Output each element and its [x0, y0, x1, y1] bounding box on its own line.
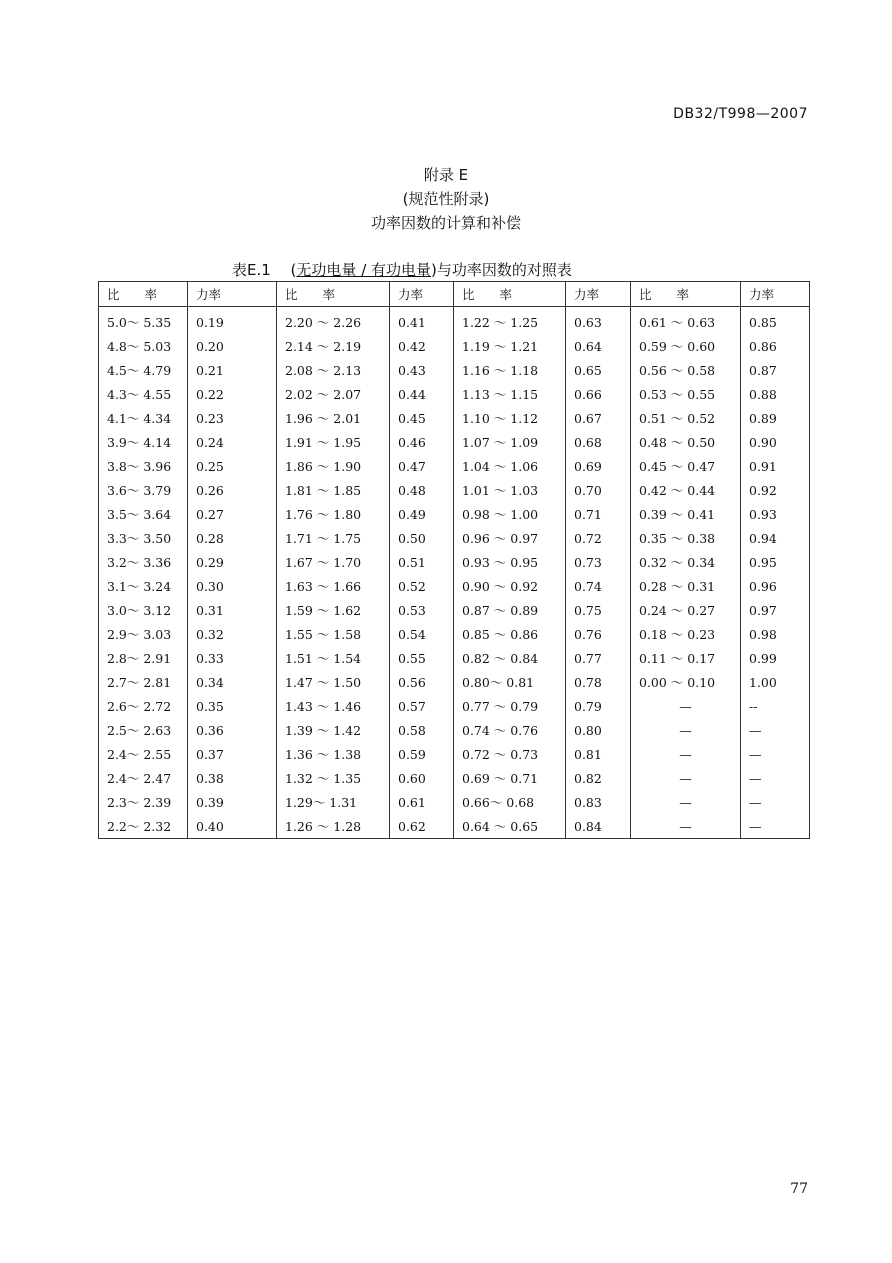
- power-factor-cell: 0.57: [390, 694, 454, 718]
- ratio-cell: 2.7～ 2.81: [99, 670, 188, 694]
- ratio-cell: 1.13 ～ 1.15: [454, 382, 566, 406]
- ratio-cell: 2.20 ～ 2.26: [277, 307, 390, 335]
- ratio-cell: 5.0～ 5.35: [99, 307, 188, 335]
- power-factor-cell: —: [741, 766, 810, 790]
- ratio-cell: 1.55 ～ 1.58: [277, 622, 390, 646]
- power-factor-cell: 0.87: [741, 358, 810, 382]
- power-factor-cell: 0.52: [390, 574, 454, 598]
- ratio-cell: 1.04 ～ 1.06: [454, 454, 566, 478]
- power-factor-cell: 0.80: [566, 718, 631, 742]
- document-number: DB32/T998—2007: [673, 106, 808, 122]
- power-factor-table: [98, 281, 810, 839]
- ratio-cell: 0.82 ～ 0.84: [454, 646, 566, 670]
- power-factor-cell: 0.32: [188, 622, 277, 646]
- power-factor-cell: 1.00: [741, 670, 810, 694]
- ratio-cell: 2.9～ 3.03: [99, 622, 188, 646]
- table-row: [99, 670, 810, 694]
- table-row: [99, 574, 810, 598]
- power-factor-cell: 0.99: [741, 646, 810, 670]
- ratio-cell: 3.1～ 3.24: [99, 574, 188, 598]
- ratio-cell: 1.07 ～ 1.09: [454, 430, 566, 454]
- ratio-cell: 0.74 ～ 0.76: [454, 718, 566, 742]
- ratio-cell: 0.61 ～ 0.63: [631, 307, 741, 335]
- ratio-cell: 0.64 ～ 0.65: [454, 814, 566, 839]
- table-row: [99, 598, 810, 622]
- ratio-cell: —: [631, 694, 741, 718]
- power-factor-cell: 0.81: [566, 742, 631, 766]
- table-row: [99, 334, 810, 358]
- power-factor-cell: 0.71: [566, 502, 631, 526]
- table-row: [99, 718, 810, 742]
- table-row: [99, 550, 810, 574]
- power-factor-cell: 0.78: [566, 670, 631, 694]
- power-factor-cell: 0.67: [566, 406, 631, 430]
- power-factor-cell: 0.97: [741, 598, 810, 622]
- power-factor-cell: 0.91: [741, 454, 810, 478]
- appendix-subject: 功率因数的计算和补偿: [370, 214, 521, 232]
- ratio-cell: 0.59 ～ 0.60: [631, 334, 741, 358]
- ratio-cell: 1.43 ～ 1.46: [277, 694, 390, 718]
- caption-underlined: 无功电量 / 有功电量: [296, 261, 432, 279]
- ratio-cell: 3.6～ 3.79: [99, 478, 188, 502]
- ratio-cell: 1.01 ～ 1.03: [454, 478, 566, 502]
- power-factor-cell: 0.35: [188, 694, 277, 718]
- ratio-cell: 0.24 ～ 0.27: [631, 598, 741, 622]
- table-row: [99, 382, 810, 406]
- ratio-cell: 0.85 ～ 0.86: [454, 622, 566, 646]
- power-factor-cell: 0.75: [566, 598, 631, 622]
- ratio-cell: 0.96 ～ 0.97: [454, 526, 566, 550]
- ratio-cell: 0.69 ～ 0.71: [454, 766, 566, 790]
- power-factor-cell: 0.31: [188, 598, 277, 622]
- ratio-cell: 1.26 ～ 1.28: [277, 814, 390, 839]
- ratio-cell: 1.32 ～ 1.35: [277, 766, 390, 790]
- ratio-cell: 0.80～ 0.81: [454, 670, 566, 694]
- power-factor-cell: 0.76: [566, 622, 631, 646]
- ratio-cell: 3.5～ 3.64: [99, 502, 188, 526]
- ratio-cell: 4.5～ 4.79: [99, 358, 188, 382]
- ratio-cell: 3.8～ 3.96: [99, 454, 188, 478]
- power-factor-cell: 0.90: [741, 430, 810, 454]
- ratio-cell: 0.66～ 0.68: [454, 790, 566, 814]
- ratio-cell: 2.2～ 2.32: [99, 814, 188, 839]
- table-row: [99, 358, 810, 382]
- ratio-cell: 1.76 ～ 1.80: [277, 502, 390, 526]
- ratio-cell: 1.10 ～ 1.12: [454, 406, 566, 430]
- power-factor-cell: 0.60: [390, 766, 454, 790]
- ratio-cell: 0.18 ～ 0.23: [631, 622, 741, 646]
- power-factor-cell: 0.82: [566, 766, 631, 790]
- ratio-cell: 1.39 ～ 1.42: [277, 718, 390, 742]
- power-factor-cell: 0.53: [390, 598, 454, 622]
- ratio-cell: —: [631, 742, 741, 766]
- ratio-cell: 1.51 ～ 1.54: [277, 646, 390, 670]
- caption-suffix: )与功率因数的对照表: [431, 261, 572, 279]
- power-factor-cell: 0.40: [188, 814, 277, 839]
- ratio-cell: 2.4～ 2.47: [99, 766, 188, 790]
- appendix-type: (规范性附录): [402, 190, 490, 208]
- power-factor-cell: 0.66: [566, 382, 631, 406]
- ratio-cell: 4.1～ 4.34: [99, 406, 188, 430]
- ratio-cell: 0.00 ～ 0.10: [631, 670, 741, 694]
- power-factor-cell: 0.46: [390, 430, 454, 454]
- ratio-cell: 4.8～ 5.03: [99, 334, 188, 358]
- ratio-cell: 1.86 ～ 1.90: [277, 454, 390, 478]
- table-body: [99, 307, 810, 839]
- ratio-cell: 0.32 ～ 0.34: [631, 550, 741, 574]
- power-factor-cell: 0.43: [390, 358, 454, 382]
- power-factor-cell: 0.26: [188, 478, 277, 502]
- column-header-power-factor: 力率: [566, 282, 631, 307]
- ratio-cell: 0.72 ～ 0.73: [454, 742, 566, 766]
- ratio-cell: 2.8～ 2.91: [99, 646, 188, 670]
- power-factor-cell: 0.33: [188, 646, 277, 670]
- table-row: [99, 526, 810, 550]
- ratio-cell: 0.53 ～ 0.55: [631, 382, 741, 406]
- page-number: 77: [790, 1181, 808, 1197]
- ratio-cell: 0.56 ～ 0.58: [631, 358, 741, 382]
- power-factor-cell: —: [741, 814, 810, 839]
- table-row: [99, 454, 810, 478]
- ratio-cell: 2.4～ 2.55: [99, 742, 188, 766]
- power-factor-cell: 0.45: [390, 406, 454, 430]
- power-factor-cell: 0.74: [566, 574, 631, 598]
- power-factor-cell: 0.96: [741, 574, 810, 598]
- column-header-power-factor: 力率: [188, 282, 277, 307]
- power-factor-cell: 0.51: [390, 550, 454, 574]
- ratio-cell: 1.29～ 1.31: [277, 790, 390, 814]
- power-factor-cell: 0.63: [566, 307, 631, 335]
- power-factor-cell: —: [741, 742, 810, 766]
- power-factor-cell: 0.62: [390, 814, 454, 839]
- ratio-cell: 1.96 ～ 2.01: [277, 406, 390, 430]
- ratio-cell: 1.47 ～ 1.50: [277, 670, 390, 694]
- table-row: [99, 307, 810, 335]
- power-factor-cell: 0.84: [566, 814, 631, 839]
- power-factor-cell: 0.23: [188, 406, 277, 430]
- ratio-cell: —: [631, 718, 741, 742]
- ratio-cell: 0.90 ～ 0.92: [454, 574, 566, 598]
- power-factor-cell: 0.61: [390, 790, 454, 814]
- power-factor-cell: 0.88: [741, 382, 810, 406]
- ratio-cell: 2.02 ～ 2.07: [277, 382, 390, 406]
- power-factor-cell: 0.42: [390, 334, 454, 358]
- ratio-cell: 2.6～ 2.72: [99, 694, 188, 718]
- power-factor-cell: 0.29: [188, 550, 277, 574]
- ratio-cell: 1.59 ～ 1.62: [277, 598, 390, 622]
- ratio-cell: 2.3～ 2.39: [99, 790, 188, 814]
- table-row: [99, 478, 810, 502]
- ratio-cell: 0.28 ～ 0.31: [631, 574, 741, 598]
- power-factor-cell: —: [741, 790, 810, 814]
- ratio-cell: 3.2～ 3.36: [99, 550, 188, 574]
- column-header-ratio: 比 率: [454, 282, 566, 307]
- power-factor-cell: 0.21: [188, 358, 277, 382]
- table-row: [99, 646, 810, 670]
- ratio-cell: —: [631, 766, 741, 790]
- ratio-cell: 0.45 ～ 0.47: [631, 454, 741, 478]
- power-factor-cell: 0.28: [188, 526, 277, 550]
- ratio-cell: 0.11 ～ 0.17: [631, 646, 741, 670]
- power-factor-cell: 0.73: [566, 550, 631, 574]
- ratio-cell: 2.5～ 2.63: [99, 718, 188, 742]
- table-row: [99, 742, 810, 766]
- ratio-cell: 1.67 ～ 1.70: [277, 550, 390, 574]
- ratio-cell: —: [631, 790, 741, 814]
- power-factor-cell: 0.65: [566, 358, 631, 382]
- power-factor-cell: 0.37: [188, 742, 277, 766]
- ratio-cell: 0.51 ～ 0.52: [631, 406, 741, 430]
- ratio-cell: —: [631, 814, 741, 839]
- power-factor-cell: 0.93: [741, 502, 810, 526]
- caption-prefix: 表E.1 (: [232, 261, 297, 279]
- appendix-title: 附录 E: [423, 166, 469, 184]
- table-row: [99, 406, 810, 430]
- ratio-cell: 1.91 ～ 1.95: [277, 430, 390, 454]
- power-factor-cell: --: [741, 694, 810, 718]
- ratio-cell: 1.63 ～ 1.66: [277, 574, 390, 598]
- ratio-cell: 1.36 ～ 1.38: [277, 742, 390, 766]
- power-factor-cell: 0.86: [741, 334, 810, 358]
- power-factor-cell: 0.58: [390, 718, 454, 742]
- power-factor-cell: 0.69: [566, 454, 631, 478]
- ratio-cell: 3.9～ 4.14: [99, 430, 188, 454]
- ratio-cell: 3.0～ 3.12: [99, 598, 188, 622]
- ratio-cell: 0.42 ～ 0.44: [631, 478, 741, 502]
- ratio-cell: 0.39 ～ 0.41: [631, 502, 741, 526]
- column-header-ratio: 比 率: [277, 282, 390, 307]
- power-factor-cell: 0.72: [566, 526, 631, 550]
- power-factor-cell: 0.27: [188, 502, 277, 526]
- power-factor-cell: 0.54: [390, 622, 454, 646]
- power-factor-cell: 0.83: [566, 790, 631, 814]
- power-factor-cell: 0.64: [566, 334, 631, 358]
- ratio-cell: 0.87 ～ 0.89: [454, 598, 566, 622]
- ratio-cell: 3.3～ 3.50: [99, 526, 188, 550]
- power-factor-cell: —: [741, 718, 810, 742]
- power-factor-cell: 0.22: [188, 382, 277, 406]
- ratio-cell: 1.16 ～ 1.18: [454, 358, 566, 382]
- column-header-ratio: 比 率: [631, 282, 741, 307]
- power-factor-cell: 0.59: [390, 742, 454, 766]
- power-factor-cell: 0.85: [741, 307, 810, 335]
- power-factor-cell: 0.24: [188, 430, 277, 454]
- ratio-cell: 1.22 ～ 1.25: [454, 307, 566, 335]
- power-factor-cell: 0.47: [390, 454, 454, 478]
- power-factor-cell: 0.56: [390, 670, 454, 694]
- column-header-power-factor: 力率: [741, 282, 810, 307]
- ratio-cell: 0.93 ～ 0.95: [454, 550, 566, 574]
- power-factor-cell: 0.44: [390, 382, 454, 406]
- table-caption: [232, 259, 572, 280]
- power-factor-cell: 0.95: [741, 550, 810, 574]
- power-factor-cell: 0.50: [390, 526, 454, 550]
- power-factor-cell: 0.49: [390, 502, 454, 526]
- table-row: [99, 502, 810, 526]
- table-row: [99, 694, 810, 718]
- ratio-cell: 0.48 ～ 0.50: [631, 430, 741, 454]
- power-factor-cell: 0.20: [188, 334, 277, 358]
- power-factor-cell: 0.79: [566, 694, 631, 718]
- power-factor-cell: 0.19: [188, 307, 277, 335]
- ratio-cell: 2.14 ～ 2.19: [277, 334, 390, 358]
- column-header-power-factor: 力率: [390, 282, 454, 307]
- table-row: [99, 766, 810, 790]
- power-factor-cell: 0.89: [741, 406, 810, 430]
- ratio-cell: 1.19 ～ 1.21: [454, 334, 566, 358]
- power-factor-cell: 0.36: [188, 718, 277, 742]
- power-factor-cell: 0.77: [566, 646, 631, 670]
- power-factor-cell: 0.68: [566, 430, 631, 454]
- power-factor-cell: 0.41: [390, 307, 454, 335]
- power-factor-cell: 0.25: [188, 454, 277, 478]
- power-factor-cell: 0.98: [741, 622, 810, 646]
- table-header-row: [99, 282, 810, 307]
- ratio-cell: 4.3～ 4.55: [99, 382, 188, 406]
- ratio-cell: 1.81 ～ 1.85: [277, 478, 390, 502]
- table-row: [99, 814, 810, 839]
- power-factor-cell: 0.34: [188, 670, 277, 694]
- power-factor-cell: 0.92: [741, 478, 810, 502]
- power-factor-cell: 0.38: [188, 766, 277, 790]
- ratio-cell: 0.77 ～ 0.79: [454, 694, 566, 718]
- column-header-ratio: 比 率: [99, 282, 188, 307]
- ratio-cell: 1.71 ～ 1.75: [277, 526, 390, 550]
- power-factor-cell: 0.30: [188, 574, 277, 598]
- table-row: [99, 622, 810, 646]
- ratio-cell: 0.35 ～ 0.38: [631, 526, 741, 550]
- table-row: [99, 790, 810, 814]
- power-factor-cell: 0.70: [566, 478, 631, 502]
- power-factor-cell: 0.94: [741, 526, 810, 550]
- ratio-cell: 2.08 ～ 2.13: [277, 358, 390, 382]
- ratio-cell: 0.98 ～ 1.00: [454, 502, 566, 526]
- power-factor-cell: 0.55: [390, 646, 454, 670]
- power-factor-cell: 0.39: [188, 790, 277, 814]
- table-row: [99, 430, 810, 454]
- power-factor-cell: 0.48: [390, 478, 454, 502]
